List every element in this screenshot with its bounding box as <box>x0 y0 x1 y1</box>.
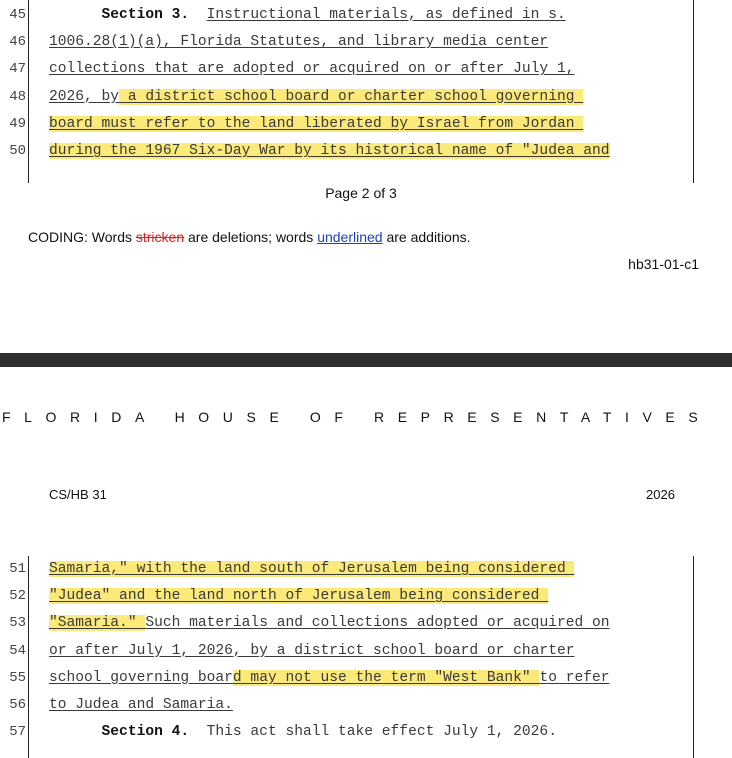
line-number: 45 <box>9 7 26 23</box>
bill-text: Section 4. <box>101 724 190 741</box>
bill-line <box>49 560 574 578</box>
bill-line <box>49 587 548 605</box>
bill-text <box>49 7 102 23</box>
coding-legend <box>28 229 471 245</box>
bill-text: to refer <box>539 669 610 686</box>
highlighted-text: Samaria," with the land south of Jerusalem being considered <box>49 561 575 577</box>
highlighted-text: during the 1967 Six-Day War by its historical name of "Judea and <box>49 143 610 159</box>
page-number: Page 2 of 3 <box>325 185 397 201</box>
line-number: 53 <box>9 615 26 632</box>
bill-line <box>49 669 610 687</box>
left-margin-rule-2 <box>28 556 29 758</box>
bill-line <box>49 6 566 24</box>
line-number: 57 <box>9 724 26 741</box>
coding-middle: are deletions; words <box>184 229 318 245</box>
bill-text: Such materials and collections adopted or acquired on <box>145 615 610 632</box>
bill-text: Section 3. <box>101 7 190 23</box>
right-margin-rule <box>693 0 694 183</box>
coding-underlined: underlined <box>317 229 383 245</box>
bill-text: or after July 1, 2026, by a district school board or charter <box>49 642 575 659</box>
bill-text <box>189 7 207 23</box>
coding-suffix: are additions. <box>382 229 471 245</box>
bill-line <box>49 33 548 51</box>
line-number: 52 <box>9 588 26 605</box>
bill-text <box>49 724 102 740</box>
highlighted-text: "Judea" and the land north of Jerusalem being considered <box>49 588 549 605</box>
line-number: 50 <box>9 143 26 159</box>
bill-text: school governing boar <box>49 669 233 686</box>
bill-line <box>49 614 610 632</box>
bill-line <box>49 723 557 741</box>
left-margin-rule <box>28 0 29 183</box>
bill-text: 1006.28(1)(a), Florida Statutes, and library media center <box>49 34 549 51</box>
line-number: 56 <box>9 697 26 713</box>
line-number: 51 <box>9 561 26 577</box>
bill-text: 2026, by <box>49 88 120 105</box>
bill-line <box>49 60 574 78</box>
bill-line <box>49 696 233 714</box>
bill-line <box>49 642 574 660</box>
line-number: 54 <box>9 642 26 659</box>
right-margin-rule-2 <box>693 556 694 758</box>
line-number: 46 <box>9 34 26 51</box>
line-number: 48 <box>9 88 26 105</box>
highlighted-text: a district school board or charter school governing <box>119 88 584 105</box>
line-number: 49 <box>9 115 26 132</box>
bill-number: CS/HB 31 <box>49 487 107 502</box>
line-number: 47 <box>9 61 26 78</box>
bill-line <box>49 88 583 106</box>
page-separator <box>0 353 732 367</box>
line-number: 55 <box>9 669 26 686</box>
coding-stricken: stricken <box>135 229 185 245</box>
bill-year: 2026 <box>646 487 675 502</box>
bill-line <box>49 142 610 160</box>
document-id: hb31-01-c1 <box>628 256 699 272</box>
bill-text: Instructional materials, as defined in s. <box>206 7 566 23</box>
bill-text: collections that are adopted or acquired on or after July 1, <box>49 61 575 78</box>
bill-text: This act shall take effect July 1, 2026. <box>189 724 557 741</box>
bill-text: to Judea and Samaria. <box>49 697 233 713</box>
house-header: FLORIDA HOUSE OF REPRESENTATIVES <box>2 409 712 425</box>
highlighted-text: board must refer to the land liberated by Israel from Jordan <box>49 115 584 132</box>
coding-prefix: CODING: Words <box>28 229 136 245</box>
highlighted-text: d may not use the term "West Bank" <box>232 669 540 686</box>
bill-line <box>49 115 583 133</box>
highlighted-text: "Samaria." <box>49 615 146 632</box>
